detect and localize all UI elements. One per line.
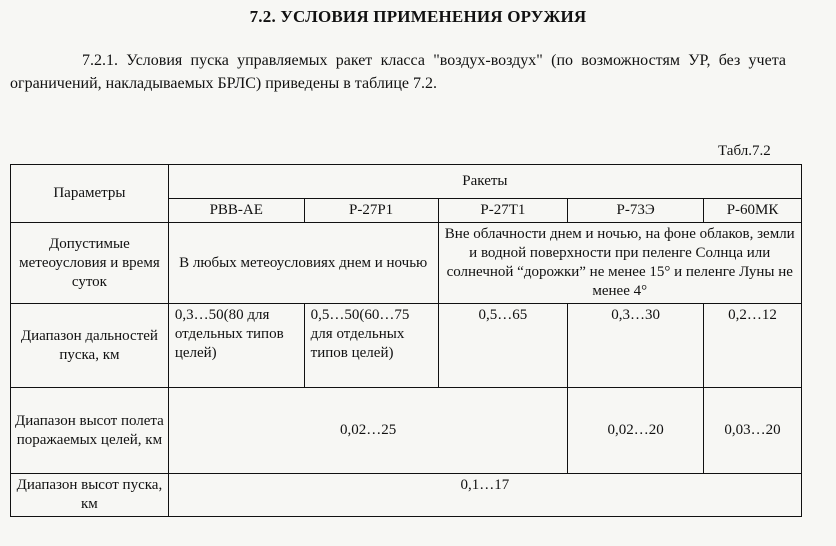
cell-target-alt-r60mk: 0,03…20 — [704, 388, 802, 474]
header-missiles-group: Ракеты — [168, 165, 801, 199]
header-parameters: Параметры — [11, 165, 169, 223]
missile-conditions-table — [10, 164, 802, 517]
cell-weather-radar: В любых метеоусловиях днем и ночью — [168, 223, 438, 304]
cell-weather-ir: Вне облачности днем и ночью, на фоне облаков, земли и водной поверхности при пеленге Солнца или солнечной “дорожки” не менее 15° и пеленге Луны не менее 4° — [438, 223, 801, 304]
cell-range-rvv-ae: 0,3…50(80 для отдельных типов целей) — [168, 304, 304, 388]
header-missile-r27r1: Р-27Р1 — [304, 199, 438, 223]
table-caption: Табл.7.2 — [718, 143, 771, 159]
cell-target-alt-r73e: 0,02…20 — [568, 388, 704, 474]
cell-range-r27r1: 0,5…50(60…75 для отдельных типов целей) — [304, 304, 438, 388]
cell-range-r73e: 0,3…30 — [568, 304, 704, 388]
row-label-weather: Допустимые метеоусловия и время суток — [11, 223, 169, 304]
row-label-target-altitude: Диапазон высот полета поражаемых целей, км — [11, 388, 169, 474]
row-label-launch-range: Диапазон дальностей пуска, км — [11, 304, 169, 388]
cell-range-r27t1: 0,5…65 — [438, 304, 568, 388]
intro-paragraph — [10, 49, 786, 95]
header-missile-rvv-ae: РВВ-АЕ — [168, 199, 304, 223]
header-missile-r60mk: Р-60МК — [704, 199, 802, 223]
intro-text: 7.2.1. Условия пуска управляемых ракет класса "воздух-воздух" (по возможностям УР, без учета ограничений, накладываемых БРЛС) приведены в таблице 7.2. — [10, 52, 786, 92]
cell-target-alt-rvv-r27: 0,02…25 — [168, 388, 567, 474]
cell-launch-alt-all: 0,1…17 — [168, 474, 801, 517]
section-title: 7.2. УСЛОВИЯ ПРИМЕНЕНИЯ ОРУЖИЯ — [249, 7, 587, 26]
cell-range-r60mk: 0,2…12 — [704, 304, 802, 388]
header-missile-r27t1: Р-27Т1 — [438, 199, 568, 223]
row-label-launch-altitude: Диапазон высот пуска, км — [11, 474, 169, 517]
header-missile-r73e: Р-73Э — [568, 199, 704, 223]
